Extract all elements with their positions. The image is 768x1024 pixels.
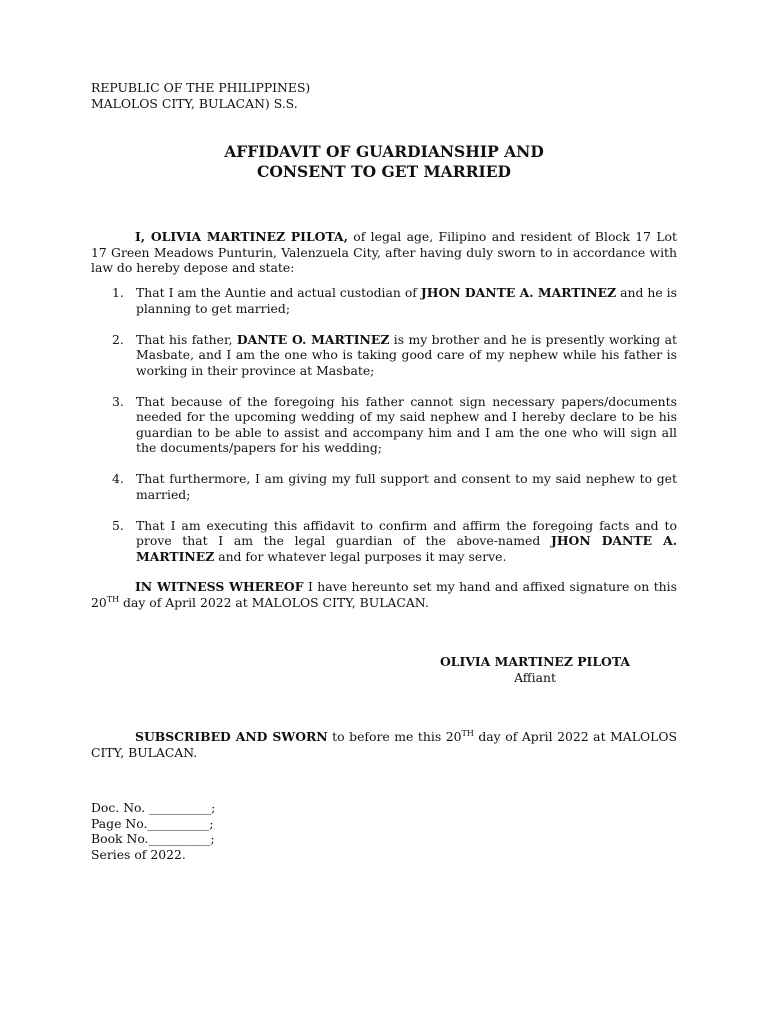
intro-paragraph (91, 229, 677, 276)
fact-bold-name: DANTE O. MARTINEZ (236, 331, 390, 347)
fact-text: That his father, (136, 331, 237, 347)
fact-number: 3. (112, 393, 124, 409)
book-number: Book No.__________; (91, 831, 215, 846)
fact-text: and he is planning to get married; (136, 285, 678, 316)
signature-block (390, 654, 680, 685)
venue-line-2: MALOLOS CITY, BULACAN) S.S. (91, 95, 298, 111)
affiant-role: Affiant (514, 669, 556, 685)
intro-text: of legal age, Filipino and resident of Block 17 Lot 17 Green Meadows Punturin, Valenzuela City, after having duly sworn to in accordance with law do hereby depose and state: (91, 229, 677, 275)
witness-lead: IN WITNESS WHEREOF (135, 579, 304, 594)
fact-number: 5. (112, 517, 124, 533)
doc-number: Doc. No. __________; (91, 800, 216, 815)
fact-text: That because of the foregoing his father cannot sign necessary papers/documents needed for the upcoming wedding of my said nephew and I hereby declare to be his guardian to be able to assist and accompany him and I am the one who will sign all the documents/papers for his wedding; (136, 393, 677, 455)
fact-item (91, 394, 677, 456)
jurat-paragraph (91, 729, 677, 760)
fact-text: That I am the Auntie and actual custodian of (136, 285, 421, 300)
fact-item (91, 518, 677, 565)
witness-paragraph (91, 579, 677, 610)
notary-register (91, 800, 215, 862)
fact-bold-name: JHON DANTE A. MARTINEZ (136, 533, 678, 564)
fact-number: 1. (112, 285, 124, 300)
series-year: Series of 2022. (91, 846, 186, 862)
fact-text: That furthermore, I am giving my full support and consent to my said nephew to get married; (136, 471, 677, 502)
fact-item (91, 471, 677, 502)
title-line-1: AFFIDAVIT OF GUARDIANSHIP AND (224, 142, 544, 161)
jurat-lead: SUBSCRIBED AND SWORN (135, 729, 328, 744)
facts-list (91, 285, 677, 564)
title-line-2: CONSENT TO GET MARRIED (257, 161, 511, 181)
venue-block (91, 80, 310, 111)
page-number: Page No.__________; (91, 815, 214, 831)
fact-text: That I am executing this affidavit to confirm and affirm the foregoing facts and to prove that I am the legal guardian of the above-named (136, 517, 677, 548)
fact-item (91, 332, 677, 379)
witness-day-suffix: TH (106, 594, 120, 604)
document-title (0, 142, 768, 181)
affiant-name: OLIVIA MARTINEZ PILOTA (440, 654, 630, 669)
fact-bold-name: JHON DANTE A. MARTINEZ (420, 285, 617, 300)
venue-line-1: REPUBLIC OF THE PHILIPPINES) (91, 80, 311, 95)
witness-text-end: day of April 2022 at MALOLOS CITY, BULACAN. (119, 594, 429, 610)
fact-text: and for whatever legal purposes it may serve. (214, 548, 507, 564)
jurat-day-suffix: TH (461, 729, 474, 738)
affiant-intro-name: I, OLIVIA MARTINEZ PILOTA, (135, 229, 348, 244)
witness-text: I have hereunto set my hand and affixed signature on this 20 (91, 579, 677, 610)
fact-text: is my brother and he is presently working at Masbate, and I am the one who is taking good care of my nephew while his father is working in their province at Masbate; (136, 331, 677, 378)
fact-item (91, 285, 677, 316)
fact-number: 4. (112, 471, 124, 486)
fact-number: 2. (112, 331, 124, 347)
jurat-text-end: day of April 2022 at MALOLOS CITY, BULACAN. (91, 729, 677, 760)
jurat-text: to before me this 20 (327, 729, 462, 744)
